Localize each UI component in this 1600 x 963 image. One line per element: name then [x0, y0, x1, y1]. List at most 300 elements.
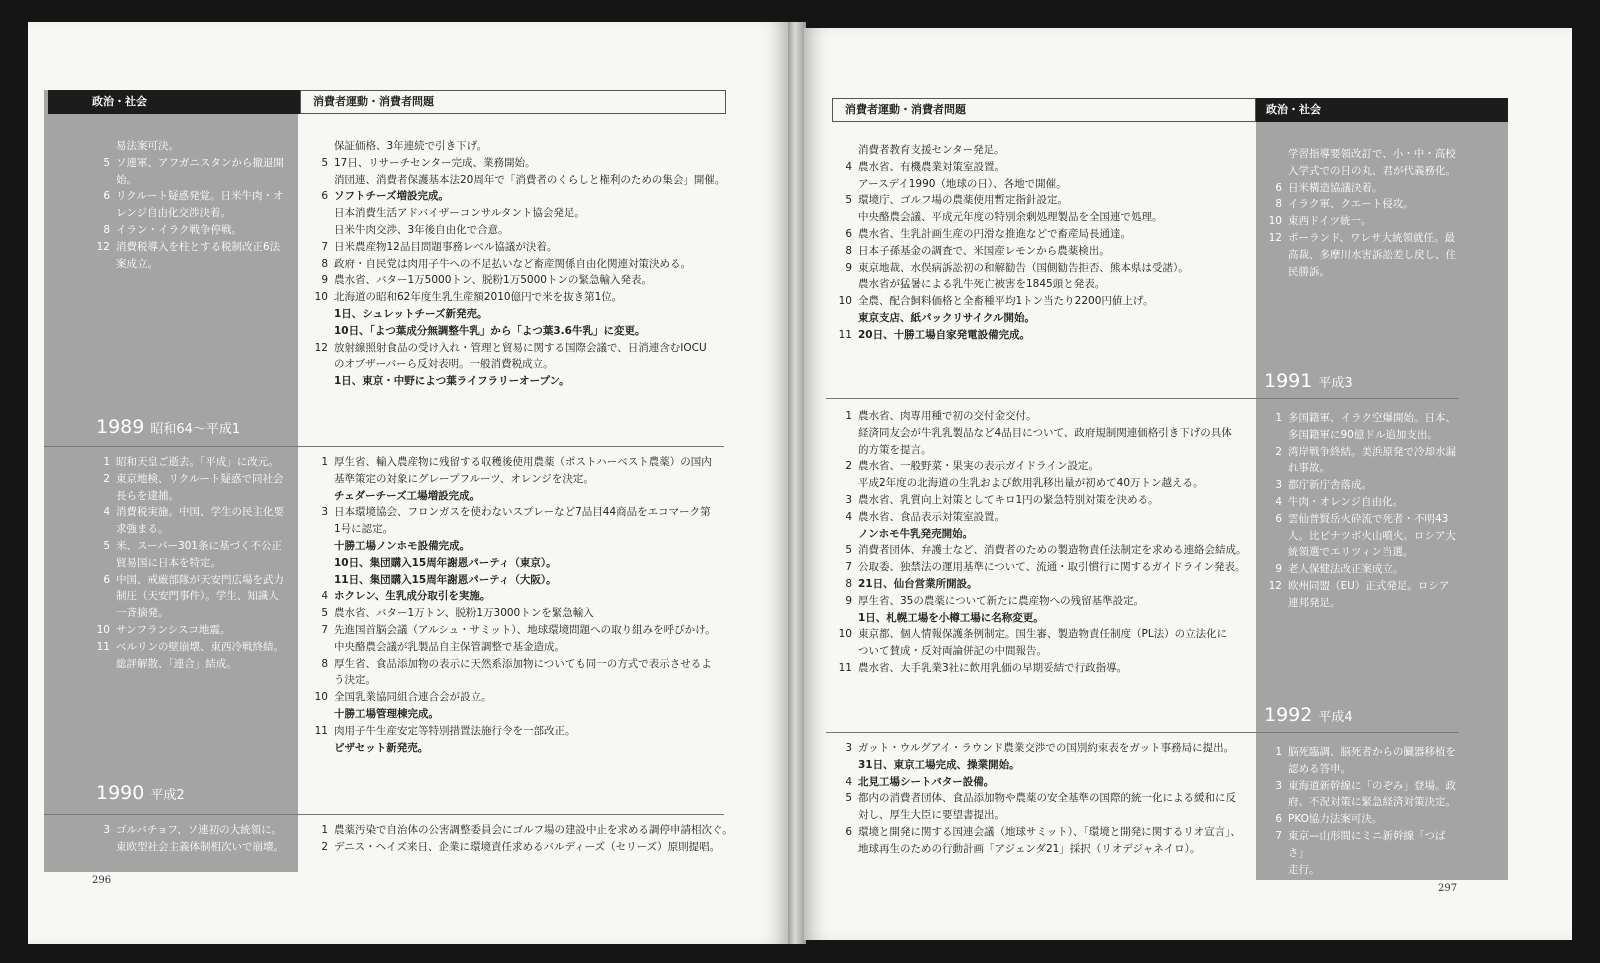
timeline-entry	[88, 639, 298, 656]
timeline-entry	[306, 172, 736, 189]
month-number: 1	[103, 456, 110, 468]
timeline-entry	[306, 488, 736, 505]
timeline-entry	[306, 471, 736, 488]
timeline-entry	[830, 226, 1256, 243]
timeline-entry	[306, 323, 736, 340]
entry-text: 東海道新幹線に「のぞみ」登場。政	[1288, 779, 1456, 792]
entry-text: 一斉摘発。	[116, 607, 169, 620]
politics-column-header: 政治・社会	[48, 90, 300, 114]
timeline-entry	[830, 276, 1256, 293]
month-number: 4	[103, 506, 110, 519]
timeline-entry	[830, 176, 1256, 193]
timeline-entry	[1260, 494, 1460, 511]
entry-text: 10日、「よつ葉成分無調整牛乳」から「よつ葉3.6牛乳」に変更。	[334, 324, 646, 337]
entry-text: イラン・イラク戦争停戦。	[116, 223, 242, 236]
timeline-entry	[830, 293, 1256, 310]
timeline-entry	[830, 310, 1256, 327]
entry-text: ホクレン、生乳成分取引を実施。	[334, 590, 491, 603]
timeline-entry	[830, 260, 1256, 277]
entry-text: 農水省が猛暑による乳牛死亡被害を1845頭と発表。	[858, 278, 1106, 291]
month-number: 10	[314, 291, 328, 304]
entry-text: チェダーチーズ工場増設完成。	[334, 489, 481, 502]
timeline-entry	[306, 138, 736, 155]
month-number: 7	[321, 240, 328, 253]
entry-text: 学習指導要領改訂で、小・中・高校	[1288, 148, 1456, 160]
timeline-entry	[306, 588, 736, 605]
consumer-entries	[306, 454, 736, 756]
month-number: 12	[314, 341, 328, 354]
month-number: 6	[103, 190, 110, 203]
entry-text: リクルート疑惑発覚。日米牛肉・オ	[116, 190, 284, 203]
month-number: 1	[321, 824, 328, 836]
timeline-entry	[830, 593, 1256, 610]
entry-text: 日本消費生活アドバイザーコンサルタント協会発足。	[334, 207, 585, 220]
page-number: 297	[1438, 883, 1458, 894]
month-number: 8	[1275, 198, 1282, 211]
month-number: 6	[845, 825, 852, 838]
entry-text: 脳死臨調、脳死者からの臓器移植を	[1288, 746, 1456, 758]
entry-text: 11日、集団購入15周年謝恩パーティ（大阪）。	[334, 573, 557, 586]
entry-text: デニス・ヘイズ来日、企業に環境責任求めるバルディーズ（セリーズ）原則提唱。	[334, 840, 721, 853]
entry-text: 連邦発足。	[1288, 596, 1341, 609]
politics-entries	[1260, 410, 1460, 612]
era-name: 昭和64〜平成1	[150, 422, 241, 437]
timeline-entry	[1260, 761, 1460, 778]
timeline-entry	[1260, 444, 1460, 461]
month-number: 2	[321, 840, 328, 853]
entry-text: 府、不況対策に緊急経済対策決定。	[1288, 796, 1456, 809]
timeline-entry	[88, 138, 298, 155]
year-number: 1991	[1264, 370, 1313, 392]
entry-text: 1号に認定。	[334, 523, 394, 536]
timeline-entry	[88, 521, 298, 538]
entry-text: 始。	[116, 173, 137, 186]
entry-text: 北海道の昭和62年度生乳生産額2010億円で米を抜き第1位。	[334, 291, 623, 304]
month-number: 5	[103, 156, 110, 169]
timeline-entry	[830, 559, 1256, 576]
entry-text: ゴルバチョフ、ソ連初の大統領に。	[116, 824, 283, 836]
year-label-1992	[1264, 704, 1353, 726]
left-page	[28, 22, 788, 944]
year-number: 1992	[1264, 704, 1313, 726]
timeline-entry	[830, 192, 1256, 209]
entry-text: 農水省、バター1万トン、脱粉1万3000トンを緊急輸入	[334, 607, 594, 620]
month-number: 3	[321, 506, 328, 519]
month-number: 9	[845, 261, 852, 274]
timeline-entry	[88, 605, 298, 622]
timeline-entry	[306, 504, 736, 521]
entry-text: 高裁、多摩川水害訴訟差し戻し、住	[1288, 248, 1456, 261]
politics-entries	[88, 454, 298, 672]
timeline-entry	[306, 822, 736, 839]
entry-text: 総評解散、「連合」結成。	[116, 657, 237, 670]
month-number: 11	[314, 724, 328, 737]
entry-text: 1日、札幌工場を小樽工場に名称変更。	[858, 611, 1044, 624]
entry-text: ポーランド、ワレサ大統領就任。最	[1288, 231, 1456, 244]
entry-text: 政府・自民党は肉用子牛への不足払いなど畜産関係自由化関連対策決める。	[334, 257, 691, 270]
entry-text: 先進国首脳会議（アルシュ・サミット）、地球環境問題への取り組みを呼びかけ。	[334, 623, 716, 636]
timeline-entry	[306, 521, 736, 538]
entry-text: 案成立。	[116, 257, 158, 270]
month-number: 3	[845, 742, 852, 754]
entry-text: 全農、配合飼料価格と全畜種平均1トン当たり2200円値上げ。	[858, 295, 1154, 308]
entry-text: 雲仙普賢岳火砕流で死者・不明43	[1288, 512, 1449, 525]
month-number: 8	[321, 657, 328, 670]
entry-text: レンジ自由化交渉決着。	[116, 207, 231, 220]
month-number: 2	[845, 460, 852, 473]
entry-text: 農薬汚染で自治体の公害調整委員会にゴルフ場の建設中止を求める調停申請相次ぐ。	[334, 824, 733, 836]
consumer-entries	[306, 822, 736, 856]
timeline-entry	[306, 723, 736, 740]
entry-text: 日本環境協会、フロンガスを使わないスプレーなど7品目44商品をエコマーク第	[334, 506, 711, 519]
entry-text: 東京支店、紙パックリサイクル開始。	[858, 311, 1036, 324]
month-number: 4	[1275, 495, 1282, 508]
entry-text: 東京地検、リクルート疑惑で同社会	[116, 472, 284, 485]
timeline-entry	[306, 340, 736, 357]
timeline-entry	[1260, 511, 1460, 528]
entry-text: 農水省、肉専用種で初の交付金交付。	[858, 410, 1037, 422]
politics-entries	[88, 138, 298, 272]
month-number: 3	[1275, 779, 1282, 792]
timeline-entry	[306, 639, 736, 656]
timeline-entry	[306, 222, 736, 239]
entry-text: 消費者教育支援センター発足。	[858, 144, 1005, 156]
month-number: 6	[321, 190, 328, 203]
month-number: 1	[1275, 412, 1282, 424]
timeline-entry	[830, 475, 1256, 492]
timeline-entry	[306, 289, 736, 306]
timeline-entry	[88, 155, 298, 172]
month-number: 5	[321, 607, 328, 620]
timeline-entry	[1260, 811, 1460, 828]
entry-text: 的方策を提言。	[858, 443, 932, 456]
entry-text: イラク軍、クエート侵攻。	[1288, 198, 1414, 211]
timeline-entry	[306, 239, 736, 256]
month-number: 8	[321, 257, 328, 270]
book-gutter	[786, 22, 806, 944]
timeline-entry	[306, 538, 736, 555]
timeline-entry	[306, 622, 736, 639]
entry-text: 易法案可決。	[116, 140, 179, 152]
month-number: 6	[103, 573, 110, 586]
month-number: 5	[321, 156, 328, 169]
timeline-entry	[88, 588, 298, 605]
timeline-entry	[830, 774, 1256, 791]
month-number: 3	[845, 493, 852, 506]
entry-text: 走行。	[1288, 863, 1320, 876]
consumer-entries	[830, 142, 1256, 344]
timeline-entry	[1260, 528, 1460, 545]
month-number: 4	[321, 590, 328, 603]
timeline-entry	[306, 689, 736, 706]
entry-text: 20日、十勝工場自家発電設備完成。	[858, 328, 1031, 341]
entry-text: PKO協力法案可決。	[1288, 813, 1383, 826]
entry-text: ついて賛成・反対両論併記の中間報告。	[858, 645, 1047, 658]
month-number: 4	[845, 775, 852, 788]
entry-text: 保証価格、3年連続で引き下げ。	[334, 140, 488, 152]
timeline-entry	[830, 408, 1256, 425]
timeline-entry	[830, 425, 1256, 442]
timeline-entry	[830, 660, 1256, 677]
entry-text: 21日、仙台営業所開設。	[858, 577, 978, 590]
timeline-entry	[1260, 410, 1460, 427]
entry-text: 経済同友会が牛乳乳製品など4品目について、政府規制関連価格引き下げの具体	[858, 426, 1232, 439]
year-number: 1990	[96, 782, 145, 804]
timeline-entry	[1260, 794, 1460, 811]
timeline-entry	[830, 643, 1256, 660]
month-number: 5	[103, 539, 110, 552]
entry-text: 農水省、有機農業対策室設置。	[858, 160, 1005, 173]
month-number: 12	[1268, 579, 1282, 592]
timeline-entry	[1260, 578, 1460, 595]
timeline-entry	[88, 822, 298, 839]
timeline-entry	[1260, 744, 1460, 761]
section-divider-1989	[44, 446, 724, 447]
timeline-entry	[830, 626, 1256, 643]
timeline-entry	[88, 205, 298, 222]
entry-text: 牛肉・オレンジ自由化。	[1288, 495, 1403, 508]
entry-text: 制圧（天安門事件）。学生、知識人	[116, 590, 279, 603]
timeline-entry	[1260, 247, 1460, 264]
entry-text: 放射線照射食品の受け入れ・管理と貿易に関する国際会議で、日消連含むIOCU	[334, 341, 707, 354]
timeline-entry	[88, 538, 298, 555]
entry-text: ノンホモ牛乳発売開始。	[858, 527, 974, 540]
entry-text: 消費税実施。中国、学生の民主化要	[116, 506, 284, 519]
entry-text: サンフランシスコ地震。	[116, 623, 231, 636]
entry-text: 欧州同盟（EU）正式発足。ロシア	[1288, 579, 1450, 592]
entry-text: 環境と開発に関する国連会議（地球サミット）、「環境と開発に関するリオ宣言」、	[858, 825, 1241, 838]
politics-column-header: 政治・社会	[1256, 98, 1508, 122]
timeline-entry	[830, 243, 1256, 260]
timeline-entry	[1260, 427, 1460, 444]
entry-text: 北見工場シートバター設備。	[858, 775, 995, 788]
timeline-entry	[306, 672, 736, 689]
entry-text: 求強まる。	[116, 523, 169, 536]
month-number: 3	[103, 824, 110, 836]
entry-text: 中央酪農会議、平成元年度の特別余剰処理製品を全国連で処理。	[858, 211, 1163, 224]
year-number: 1989	[96, 416, 145, 438]
entry-text: 日米構造協議決着。	[1288, 181, 1383, 194]
entry-text: 長らを逮捕。	[116, 489, 179, 502]
timeline-entry	[88, 471, 298, 488]
consumer-entries	[306, 138, 736, 390]
entry-text: 多国籍軍に90億ドル追加支出。	[1288, 428, 1438, 441]
consumer-column-header: 消費者運動・消費者問題	[300, 90, 726, 114]
month-number: 7	[321, 623, 328, 636]
entry-text: れ事故。	[1288, 462, 1330, 475]
timeline-entry	[1260, 595, 1460, 612]
entry-text: 消費者団体、弁護士など、消費者のための製造物責任法制定を求める連絡会結成。	[858, 544, 1247, 557]
timeline-entry	[830, 159, 1256, 176]
timeline-entry	[88, 622, 298, 639]
timeline-entry	[1260, 778, 1460, 795]
entry-text: 農水省、生乳計画生産の円滑な推進などで畜産局長通達。	[858, 227, 1131, 240]
timeline-entry	[88, 504, 298, 521]
entry-text: 日本子孫基金の調査で、米国産レモンから農薬検出。	[858, 244, 1110, 257]
timeline-entry	[830, 442, 1256, 459]
month-number: 10	[838, 628, 852, 641]
entry-text: 環境庁、ゴルフ場の農薬使用暫定指針設定。	[858, 194, 1068, 207]
consumer-entries	[830, 408, 1256, 677]
timeline-entry	[830, 142, 1256, 159]
entry-text: 1日、東京・中野によつ葉ライフラリーオープン。	[334, 375, 570, 388]
year-label-1991	[1264, 370, 1353, 392]
month-number: 6	[1275, 813, 1282, 826]
entry-text: 中央酪農会議が乳製品自主保管調整で基金造成。	[334, 640, 565, 653]
month-number: 11	[838, 328, 852, 341]
entry-text: 農水省、大手乳業3社に飲用乳価の早期妥結で行政指導。	[858, 661, 1128, 674]
month-number: 7	[1275, 829, 1282, 842]
timeline-entry	[830, 492, 1256, 509]
consumer-entries	[830, 740, 1256, 858]
month-number: 1	[321, 456, 328, 468]
entry-text: 平成2年度の北海道の生乳および飲用乳移出量が初めて40万トン越える。	[858, 477, 1204, 490]
era-name: 平成3	[1318, 376, 1353, 391]
timeline-entry	[830, 841, 1256, 858]
timeline-entry	[88, 656, 298, 673]
timeline-entry	[306, 605, 736, 622]
month-number: 12	[1268, 231, 1282, 244]
entry-text: ソフトチーズ増設完成。	[334, 190, 449, 203]
entry-text: 17日、リサーチセンター完成、業務開始。	[334, 156, 536, 169]
month-number: 6	[1275, 512, 1282, 525]
entry-text: 認める答申。	[1288, 762, 1351, 775]
year-label-1989	[96, 416, 240, 438]
timeline-entry	[88, 188, 298, 205]
entry-text: 10日、集団購入15周年謝恩パーティ（東京）。	[334, 556, 557, 569]
section-divider-1991	[826, 398, 1458, 399]
section-divider-1990	[44, 814, 724, 815]
timeline-entry	[1260, 544, 1460, 561]
entry-text: 厚生省、輸入農産物に残留する収穫後使用農薬（ポストハーベスト農薬）の国内	[334, 456, 712, 468]
timeline-entry	[1260, 264, 1460, 281]
timeline-entry	[1260, 196, 1460, 213]
timeline-entry	[88, 839, 298, 856]
entry-text: 老人保健法改正案成立。	[1288, 563, 1404, 576]
timeline-entry	[1260, 561, 1460, 578]
month-number: 2	[103, 472, 110, 485]
entry-text: 湾岸戦争終結。美浜原発で冷却水漏	[1288, 445, 1456, 458]
entry-text: 民勝訴。	[1288, 265, 1330, 278]
month-number: 8	[845, 577, 852, 590]
entry-text: ベルリンの壁崩壊、東西冷戦終結。	[116, 640, 284, 653]
entry-text: 厚生省、35の農薬について新たに農産物への残留基準設定。	[858, 594, 1145, 607]
month-number: 9	[1275, 563, 1282, 576]
timeline-entry	[830, 807, 1256, 824]
timeline-entry	[88, 555, 298, 572]
entry-text: アースデイ1990（地球の日）、各地で開催。	[858, 177, 1067, 190]
timeline-entry	[830, 526, 1256, 543]
timeline-entry	[830, 509, 1256, 526]
month-number: 7	[845, 561, 852, 574]
timeline-entry	[830, 576, 1256, 593]
timeline-entry	[306, 656, 736, 673]
politics-entries	[1260, 744, 1460, 878]
entry-text: 日米農産物12品目問題事務レベル協議が決着。	[334, 240, 558, 253]
month-number: 10	[96, 623, 110, 636]
politics-entries	[88, 822, 298, 856]
entry-text: 統領選でエリツィン当選。	[1288, 546, 1414, 559]
entry-text: 都内の消費者団体、食品添加物や農薬の安全基準の国際的統一化による緩和に反	[858, 792, 1236, 805]
month-number: 9	[321, 274, 328, 287]
entry-text: ピザセット新発売。	[334, 741, 429, 754]
entry-text: 厚生省、食品添加物の表示に天然系添加物についても同一の方式で表示させるよ	[334, 657, 712, 670]
month-number: 11	[838, 661, 852, 674]
timeline-entry	[830, 209, 1256, 226]
entry-text: 消団連、消費者保護基本法20周年で「消費者のくらしと権利のための集会」開催。	[334, 173, 726, 186]
entry-text: 公取委、独禁法の運用基準について、流通・取引慣行に関するガイドライン発表。	[858, 561, 1246, 574]
timeline-entry	[830, 757, 1256, 774]
timeline-entry	[1260, 163, 1460, 180]
timeline-entry	[306, 572, 736, 589]
timeline-entry	[306, 306, 736, 323]
timeline-entry	[1260, 230, 1460, 247]
entry-text: 全国乳業協同組合連合会が設立。	[334, 691, 492, 704]
entry-text: 都庁新庁舎落成。	[1288, 479, 1372, 492]
entry-text: 日米牛肉交渉、3年後自由化で合意。	[334, 223, 509, 236]
entry-text: 東京地裁、水俣病訴訟初の和解勧告（国側勧告拒否、熊本県は受諾）。	[858, 261, 1189, 274]
entry-text: ガット・ウルグアイ・ラウンド農業交渉での国別約束表をガット事務局に提出。	[858, 742, 1235, 754]
timeline-entry	[306, 155, 736, 172]
entry-text: 農水省、乳質向上対策としてキロ1円の緊急特別対策を決める。	[858, 493, 1159, 506]
timeline-entry	[306, 373, 736, 390]
timeline-entry	[88, 572, 298, 589]
timeline-entry	[88, 239, 298, 256]
month-number: 8	[845, 244, 852, 257]
entry-text: 多国籍軍、イラク空爆開始。日本、	[1288, 412, 1456, 424]
entry-text: 対し、厚生大臣に要望書提出。	[858, 809, 1005, 822]
entry-text: 地球再生のための行動計画「アジェンダ21」採択（リオデジャネイロ）。	[858, 842, 1201, 855]
entry-text: 農水省、食品表示対策室設置。	[858, 510, 1005, 523]
timeline-entry	[830, 740, 1256, 757]
entry-text: 貿易国に日本を特定。	[116, 556, 221, 569]
page-number: 296	[92, 875, 112, 886]
timeline-entry	[306, 205, 736, 222]
month-number: 5	[845, 792, 852, 805]
entry-text: 人。比ピナツボ火山噴火。ロシア大	[1288, 529, 1456, 542]
entry-text: のオブザーバーら反対表明。一般消費税成立。	[334, 358, 554, 371]
timeline-entry	[1260, 862, 1460, 879]
timeline-entry	[306, 454, 736, 471]
month-number: 4	[845, 160, 852, 173]
timeline-entry	[306, 356, 736, 373]
timeline-entry	[306, 839, 736, 856]
timeline-entry	[306, 188, 736, 205]
month-number: 10	[314, 691, 328, 704]
timeline-entry	[830, 610, 1256, 627]
month-number: 5	[845, 544, 852, 557]
timeline-entry	[88, 454, 298, 471]
entry-text: 昭和天皇ご逝去。「平成」に改元。	[116, 456, 279, 468]
month-number: 4	[845, 510, 852, 523]
month-number: 6	[845, 227, 852, 240]
entry-text: 基準策定の対象にグレープフルーツ、オレンジを決定。	[334, 472, 594, 485]
entry-text: う決定。	[334, 674, 376, 687]
entry-text: 米、スーパー301条に基づく不公正	[116, 539, 282, 552]
entry-text: ソ連軍、アフガニスタンから撤退開	[116, 156, 284, 169]
timeline-entry	[830, 824, 1256, 841]
month-number: 5	[845, 194, 852, 207]
month-number: 9	[845, 594, 852, 607]
consumer-column-header: 消費者運動・消費者問題	[832, 98, 1256, 122]
timeline-entry	[1260, 828, 1460, 862]
month-number: 2	[1275, 445, 1282, 458]
month-number: 11	[96, 640, 110, 653]
entry-text: 東欧型社会主義体制相次いで崩壊。	[116, 840, 284, 853]
entry-text: 1日、シュレットチーズ新発売。	[334, 307, 488, 320]
month-number: 12	[96, 240, 110, 253]
timeline-entry	[88, 488, 298, 505]
